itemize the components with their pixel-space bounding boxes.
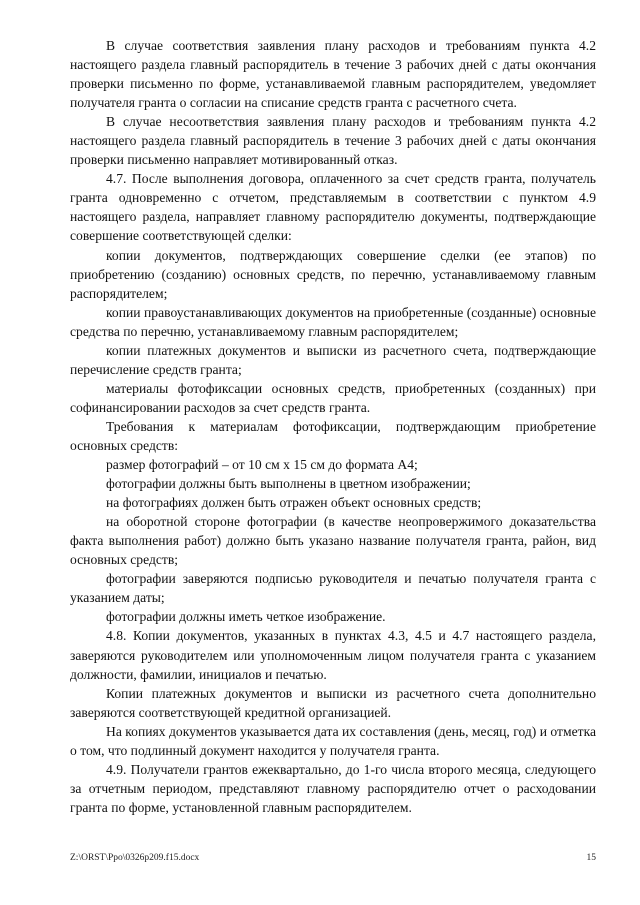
paragraph-photo-materials: материалы фотофиксации основных средств, приобретенных (созданных) при софинансировании расходов за счет средств гранта. xyxy=(70,380,596,415)
paragraph-copy-date-mark: На копиях документов указывается дата их составления (день, месяц, год) и отметка о том, что подлинный документ находится у получателя гранта. xyxy=(70,723,596,758)
paragraph-photo-object: на фотографиях должен быть отражен объект основных средств; xyxy=(106,495,482,511)
page-footer xyxy=(70,853,596,867)
paragraph-photo-certification: фотографии заверяются подписью руководителя и печатью получателя гранта с указанием даты; xyxy=(70,571,596,606)
paragraph-photo-size: размер фотографий – от 10 см х 15 см до формата А4; xyxy=(106,457,418,473)
document-body xyxy=(70,36,596,817)
page-number: 15 xyxy=(586,853,596,863)
paragraph-clause-4-7: 4.7. После выполнения договора, оплаченного за счет средств гранта, получатель гранта одновременно с отчетом, представляемым в соответствии с пунктом 4.9 настоящего раздела, направляет главному распорядителю документы, подтверждающие совершение соответствующей сделки: xyxy=(70,171,596,244)
paragraph-photo-clarity: фотографии должны иметь четкое изображение. xyxy=(106,609,386,625)
paragraph-bank-certification: Копии платежных документов и выписки из расчетного счета дополнительно заверяются соответствующей кредитной организацией. xyxy=(70,685,596,720)
footer-file-path: Z:\ORST\Ppo\0326p209.f15.docx xyxy=(70,853,200,863)
paragraph-photo-reverse-side: на оборотной стороне фотографии (в качестве неопровержимого доказательства факта выполнения работ) должно быть указано название получателя гранта, район, вид основных средств; xyxy=(70,514,596,568)
paragraph-title-documents: копии правоустанавливающих документов на приобретенные (созданные) основные средства по перечню, устанавливаемому главным распорядителем; xyxy=(70,304,596,339)
paragraph-transaction-documents: копии документов, подтверждающих совершение сделки (ее этапов) по приобретению (созданию) основных средств, по перечню, устанавливаемому главным распорядителем; xyxy=(70,247,596,301)
paragraph-noncompliance-refusal: В случае несоответствия заявления плану расходов и требованиям пункта 4.2 настоящего раздела главный распорядитель в течение 3 рабочих дней с даты окончания проверки письменно направляет мотивированный отказ. xyxy=(70,114,596,168)
paragraph-clause-4-9: 4.9. Получатели грантов ежеквартально, до 1-го числа второго месяца, следующего за отчетным периодом, представляют главному распорядителю отчет о расходовании гранта по форме, установленной главным распорядителем. xyxy=(70,761,596,815)
paragraph-photo-requirements: Требования к материалам фотофиксации, подтверждающим приобретение основных средств: xyxy=(70,418,596,453)
paragraph-compliance-notice: В случае соответствия заявления плану расходов и требованиям пункта 4.2 настоящего раздела главный распорядитель в течение 3 рабочих дней с даты окончания проверки письменно по форме, устанавливаемой главным распорядителем, уведомляет получателя гранта о согласии на списание средств гранта с расчетного счета. xyxy=(70,38,596,111)
paragraph-photo-color: фотографии должны быть выполнены в цветном изображении; xyxy=(106,476,471,492)
paragraph-clause-4-8: 4.8. Копии документов, указанных в пунктах 4.3, 4.5 и 4.7 настоящего раздела, заверяются руководителем или уполномоченным лицом получателя гранта с указанием должности, фамилии, инициалов и печатью. xyxy=(70,628,596,682)
paragraph-payment-documents: копии платежных документов и выписки из расчетного счета, подтверждающие перечисление средств гранта; xyxy=(70,342,596,377)
